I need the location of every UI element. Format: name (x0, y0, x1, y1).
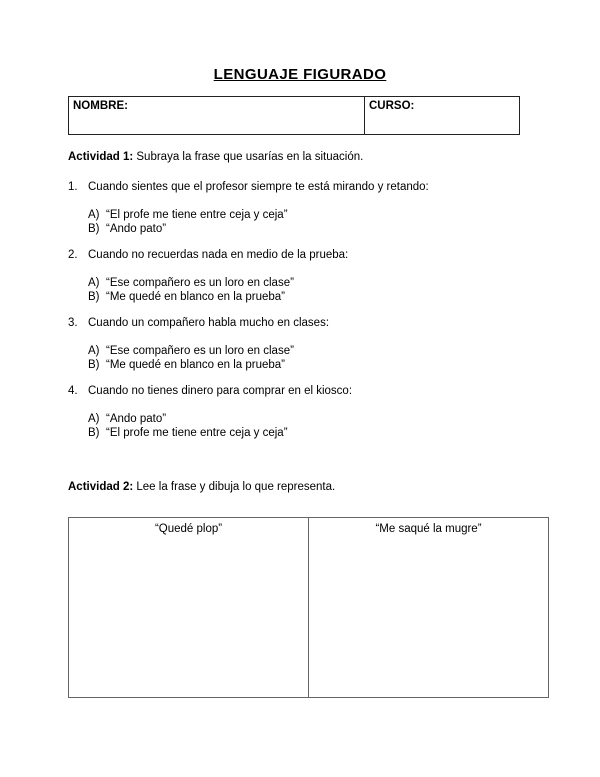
activity1-questions (68, 180, 532, 440)
drawing-cell-right[interactable] (309, 518, 549, 698)
question-2-prompt-line (68, 248, 532, 262)
activity2-heading (68, 480, 532, 494)
question-1-number: 1. (68, 181, 78, 193)
curso-label: CURSO: (369, 100, 415, 112)
activity1-heading (68, 150, 532, 164)
drawing-left-phrase: “Quedé plop” (154, 523, 223, 535)
question-2-number: 2. (68, 249, 78, 261)
option-a-label: A) (88, 413, 100, 425)
activity2-instruction: Lee la frase y dibuja lo que representa. (136, 481, 336, 493)
question-4-option-a (88, 412, 532, 426)
option-a-text: “El profe me tiene entre ceja y ceja” (106, 209, 288, 221)
question-1-options (68, 208, 532, 236)
option-b-label: B) (88, 427, 100, 439)
question-3-prompt: Cuando un compañero habla mucho en clases: (88, 317, 330, 329)
question-2-option-a (88, 276, 532, 290)
option-b-text: “Me quedé en blanco en la prueba” (106, 359, 286, 371)
drawing-right-phrase: “Me saqué la mugre” (375, 523, 482, 535)
question-3-option-a (88, 344, 532, 358)
option-b-label: B) (88, 223, 100, 235)
curso-field-cell[interactable] (365, 97, 520, 135)
question-3-options (68, 344, 532, 372)
question-1-prompt: Cuando sientes que el profesor siempre te está mirando y retando: (88, 181, 429, 193)
question-3-option-b (88, 358, 532, 372)
question-1 (68, 180, 532, 236)
drawing-table-row (69, 518, 549, 698)
question-4 (68, 384, 532, 440)
option-b-label: B) (88, 359, 100, 371)
page-title: LENGUAJE FIGURADO (213, 66, 387, 83)
name-curso-row (69, 97, 520, 135)
option-a-label: A) (88, 277, 100, 289)
question-2-options (68, 276, 532, 304)
question-1-option-a (88, 208, 532, 222)
question-1-prompt-line (68, 180, 532, 194)
option-b-label: B) (88, 291, 100, 303)
question-3 (68, 316, 532, 372)
question-1-option-b (88, 222, 532, 236)
option-a-text: “Ando pato” (106, 413, 167, 425)
question-4-prompt: Cuando no tienes dinero para comprar en el kiosco: (88, 385, 353, 397)
option-a-label: A) (88, 345, 100, 357)
question-3-prompt-line (68, 316, 532, 330)
drawing-table (68, 517, 549, 698)
question-3-number: 3. (68, 317, 78, 329)
nombre-label: NOMBRE: (73, 100, 128, 112)
question-2-option-b (88, 290, 532, 304)
question-2-prompt: Cuando no recuerdas nada en medio de la prueba: (88, 249, 349, 261)
option-b-text: “El profe me tiene entre ceja y ceja” (106, 427, 288, 439)
nombre-field-cell[interactable] (69, 97, 365, 135)
name-curso-table (68, 96, 520, 135)
option-a-label: A) (88, 209, 100, 221)
question-2 (68, 248, 532, 304)
question-4-options (68, 412, 532, 440)
question-4-option-b (88, 426, 532, 440)
option-a-text: “Ese compañero es un loro en clase” (106, 345, 294, 357)
question-4-prompt-line (68, 384, 532, 398)
option-a-text: “Ese compañero es un loro en clase” (106, 277, 294, 289)
drawing-cell-left[interactable] (69, 518, 309, 698)
option-b-text: “Ando pato” (106, 223, 167, 235)
activity1-label: Actividad 1: (68, 151, 134, 163)
activity1-instruction: Subraya la frase que usarías en la situación. (136, 151, 364, 163)
question-4-number: 4. (68, 385, 78, 397)
option-b-text: “Me quedé en blanco en la prueba” (106, 291, 286, 303)
activity2-label: Actividad 2: (68, 481, 134, 493)
